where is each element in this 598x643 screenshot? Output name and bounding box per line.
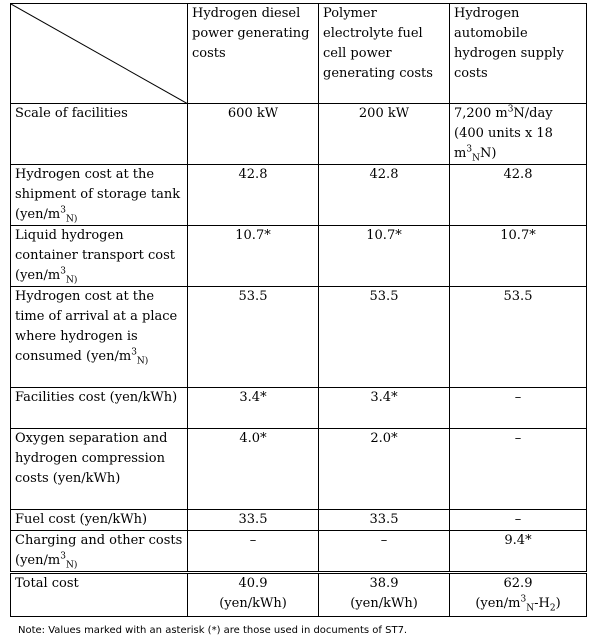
cell: – [188, 531, 319, 573]
row-label: Hydrogen cost at the time of arrival at a place where hydrogen is consumed ($yen/m^3_{N)}$ [11, 287, 188, 388]
cell: 33.5 [319, 510, 450, 531]
cell: 53.5 [319, 287, 450, 388]
row-label: Fuel cost (yen/kWh) [11, 510, 188, 531]
cell: 42.8 [188, 165, 319, 226]
cell: 600 kW [188, 104, 319, 165]
footnote: Note: Values marked with an asterisk (*) are those used in documents of ST7. [18, 625, 408, 636]
row-label: Charging and other costs ($yen/m^3_{N)}$ [11, 531, 188, 573]
cell: 33.5 [188, 510, 319, 531]
cell: 4.0* [188, 429, 319, 510]
row-label: Scale of facilities [11, 104, 188, 165]
cell: 3.4* [188, 388, 319, 429]
cell: 3.4* [319, 388, 450, 429]
row-transport [11, 226, 587, 287]
cost-table [10, 3, 587, 617]
cell: 10.7* [450, 226, 587, 287]
row-total [11, 573, 587, 617]
row-oxygen [11, 429, 587, 510]
cell: 40.9 (yen/kWh) [188, 573, 319, 617]
header-col1: Hydrogen diesel power generating costs [188, 4, 319, 104]
cell: 2.0* [319, 429, 450, 510]
cell: 9.4* [450, 531, 587, 573]
row-label: Total cost [11, 573, 188, 617]
row-label: Liquid hydrogen container transport cost ($yen/m^3_{N)}$ [11, 226, 188, 287]
cell: – [450, 510, 587, 531]
row-label: Oxygen separation and hydrogen compression costs (yen/kWh) [11, 429, 188, 510]
header-col2: Polymer electrolyte fuel cell power generating costs [319, 4, 450, 104]
cell: 62.9 $(yen/m^3_N-H_2)$ [450, 573, 587, 617]
cell: 10.7* [188, 226, 319, 287]
cell: 53.5 [450, 287, 587, 388]
row-fuel [11, 510, 587, 531]
cell: 53.5 [188, 287, 319, 388]
row-scale [11, 104, 587, 165]
corner-cell [11, 4, 188, 104]
diagonal-line [11, 4, 188, 104]
row-arrival [11, 287, 587, 388]
row-label: Hydrogen cost at the shipment of storage tank ($yen/m^3_{N)}$ [11, 165, 188, 226]
cell: 7,200 $m^3N$/day (400 units x 18 $m^3_NN$) [450, 104, 587, 165]
cell: – [319, 531, 450, 573]
cell: 42.8 [450, 165, 587, 226]
row-facilities [11, 388, 587, 429]
cell: 200 kW [319, 104, 450, 165]
row-label: Facilities cost (yen/kWh) [11, 388, 188, 429]
cell: – [450, 388, 587, 429]
cell: 38.9 (yen/kWh) [319, 573, 450, 617]
cell: 10.7* [319, 226, 450, 287]
header-col3: Hydrogen automobile hydrogen supply costs [450, 4, 587, 104]
cell: – [450, 429, 587, 510]
row-h2-storage [11, 165, 587, 226]
header-row [11, 4, 587, 104]
cell: 42.8 [319, 165, 450, 226]
row-charging [11, 531, 587, 573]
